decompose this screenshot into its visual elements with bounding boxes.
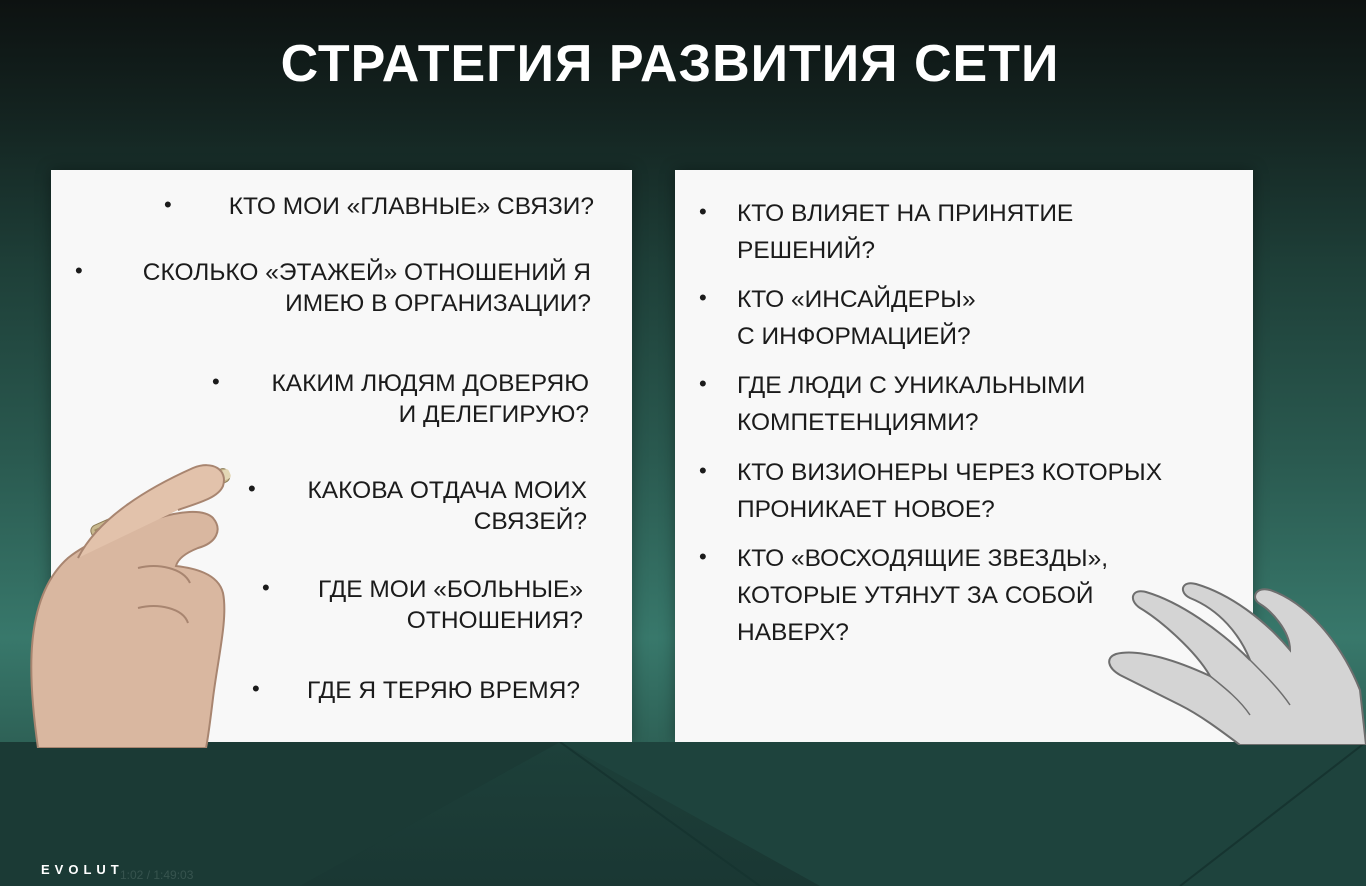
list-item-line: КТО ВИЗИОНЕРЫ ЧЕРЕЗ КОТОРЫХ: [737, 459, 1163, 486]
brand-logo: EVOLUT: [41, 862, 124, 877]
list-item-line: КТО ВЛИЯЕТ НА ПРИНЯТИЕ: [737, 200, 1074, 227]
list-item-line: КАКИМ ЛЮДЯМ ДОВЕРЯЮ: [271, 370, 589, 397]
list-item-line: КАКОВА ОТДАЧА МОИХ: [307, 477, 587, 504]
list-item: [737, 367, 1085, 441]
bullet: •: [699, 458, 707, 483]
list-item: [737, 195, 1073, 269]
list-item: [307, 675, 580, 706]
bullet: •: [699, 544, 707, 569]
list-item-line: С ИНФОРМАЦИЕЙ?: [737, 323, 971, 350]
list-item-line: СКОЛЬКО «ЭТАЖЕЙ» ОТНОШЕНИЙ Я: [142, 259, 591, 286]
list-item: [737, 281, 976, 355]
list-item-line: ГДЕ ЛЮДИ С УНИКАЛЬНЫМИ: [737, 372, 1086, 399]
list-item-line: СВЯЗЕЙ?: [473, 508, 587, 535]
list-item-line: ОТНОШЕНИЯ?: [406, 607, 583, 634]
slide-title: СТРАТЕГИЯ РАЗВИТИЯ СЕТИ: [280, 35, 1060, 93]
list-item-line: НАВЕРХ?: [737, 619, 849, 646]
bullet: •: [212, 369, 220, 394]
hand-holding-pen-icon: [18, 448, 243, 748]
list-item-line: ИМЕЮ В ОРГАНИЗАЦИИ?: [285, 290, 591, 317]
list-item-line: КТО «ВОСХОДЯЩИЕ ЗВЕЗДЫ»,: [737, 545, 1109, 572]
list-item-line: И ДЕЛЕГИРУЮ?: [398, 401, 589, 428]
list-item: [737, 540, 1108, 651]
list-item-line: ГДЕ Я ТЕРЯЮ ВРЕМЯ?: [307, 677, 580, 704]
list-item-line: РЕШЕНИЙ?: [737, 237, 876, 264]
list-item: [229, 191, 594, 222]
hand-icon: [1100, 580, 1366, 745]
bottom-band: [0, 742, 1366, 886]
list-item-line: ГДЕ МОИ «БОЛЬНЫЕ»: [318, 576, 583, 603]
background-lines: [0, 742, 1366, 886]
list-item-line: КОТОРЫЕ УТЯНУТ ЗА СОБОЙ: [737, 582, 1094, 609]
list-item: [737, 454, 1162, 528]
bullet: •: [248, 476, 256, 501]
list-item-line: КОМПЕТЕНЦИЯМИ?: [737, 409, 979, 436]
list-item-line: КТО «ИНСАЙДЕРЫ»: [737, 286, 976, 313]
list-item: [271, 368, 589, 430]
bullet: •: [699, 285, 707, 310]
bullet: •: [262, 575, 270, 600]
bullet: •: [75, 258, 83, 283]
bullet: •: [252, 676, 260, 701]
list-item: [318, 574, 583, 636]
bullet: •: [699, 371, 707, 396]
timecode: 1:02 / 1:49:03: [120, 868, 194, 882]
list-item: [143, 257, 591, 319]
bullet: •: [164, 192, 172, 217]
bullet: •: [699, 199, 707, 224]
list-item-line: ПРОНИКАЕТ НОВОЕ?: [737, 496, 995, 523]
list-item-line: КТО МОИ «ГЛАВНЫЕ» СВЯЗИ?: [228, 193, 594, 220]
list-item: [308, 475, 587, 537]
